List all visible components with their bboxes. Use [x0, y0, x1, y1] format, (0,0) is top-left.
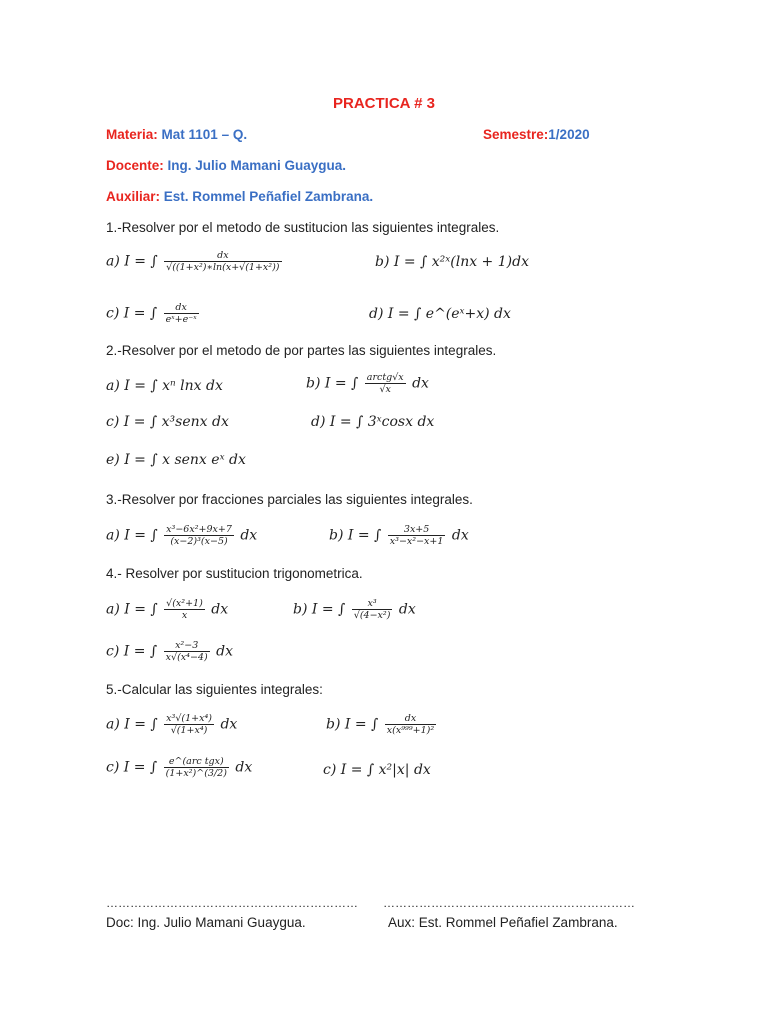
- docente-row: [106, 158, 346, 173]
- problem-4c-denominator: x√(x⁴−4): [165, 652, 208, 663]
- problem-4a-suffix: dx: [211, 601, 229, 618]
- problem-5a-suffix: dx: [220, 716, 238, 733]
- section-2-heading: 2.-Resolver por el metodo de por partes las siguientes integrales.: [106, 343, 497, 358]
- semestre-row: [483, 127, 590, 142]
- problem-3a: [106, 524, 257, 547]
- problem-4b-denominator: √(4−x²): [353, 610, 391, 621]
- problem-3b: [329, 524, 469, 547]
- problem-4c-suffix: dx: [216, 643, 233, 660]
- problem-5a-fraction: [164, 713, 214, 736]
- problem-4a: [106, 598, 228, 621]
- problem-2b-numerator: arctg√x: [366, 372, 404, 383]
- problem-5c: [106, 756, 252, 779]
- section-3-heading: 3.-Resolver por fracciones parciales las siguientes integrales.: [106, 492, 473, 507]
- problem-5b-prefix: b) I = ∫: [326, 716, 379, 733]
- problem-4b-fraction: [352, 598, 393, 621]
- problem-5b-numerator: dx: [404, 713, 417, 724]
- problem-5b: [326, 713, 438, 736]
- problem-3a-numerator: x³−6x²+9x+7: [166, 524, 232, 535]
- docente-value: Ing. Julio Mamani Guaygua.: [167, 158, 347, 173]
- problem-4b: [293, 598, 416, 621]
- signature-line-right: ………………………………………………………: [383, 896, 635, 910]
- section-5-heading: 5.-Calcular las siguientes integrales:: [106, 682, 323, 697]
- signature-line-left: ………………………………………………………: [106, 896, 358, 910]
- signature-aux: Aux: Est. Rommel Peñafiel Zambrana.: [388, 915, 618, 930]
- problem-2b: [306, 372, 429, 395]
- problem-4a-denominator: x: [164, 609, 205, 621]
- problem-1c-prefix: c) I = ∫: [106, 305, 158, 322]
- section-4-heading: 4.- Resolver por sustitucion trigonometrica.: [106, 566, 363, 581]
- problem-5c-suffix: dx: [235, 759, 253, 776]
- materia-value: Mat 1101 – Q.: [161, 127, 248, 142]
- problem-5a-prefix: a) I = ∫: [106, 716, 158, 733]
- problem-4b-suffix: dx: [398, 601, 416, 618]
- problem-3b-denominator: x³−x²−x+1: [389, 536, 444, 547]
- problem-3b-suffix: dx: [451, 527, 469, 544]
- materia-label: Materia:: [106, 127, 158, 142]
- problem-4c: [106, 640, 233, 663]
- problem-1a-fraction: [164, 250, 281, 273]
- problem-3b-fraction: [388, 524, 446, 547]
- problem-2b-fraction: [365, 372, 406, 395]
- problem-5d: c) I = ∫ x²|x| dx: [323, 762, 431, 778]
- semestre-label: Semestre:: [483, 127, 549, 142]
- problem-1c-fraction: [164, 302, 199, 325]
- problem-2d: d) I = ∫ 3ˣcosx dx: [311, 414, 435, 430]
- problem-2a: a) I = ∫ xⁿ lnx dx: [106, 378, 223, 394]
- section-1-heading: 1.-Resolver por el metodo de sustitucion las siguientes integrales.: [106, 220, 500, 235]
- problem-4a-fraction: [164, 598, 205, 621]
- problem-5c-prefix: c) I = ∫: [106, 759, 158, 776]
- problem-4c-fraction: [164, 640, 210, 663]
- problem-1a-prefix: a) I = ∫: [106, 253, 158, 270]
- problem-3a-denominator: (x−2)³(x−5): [164, 535, 234, 547]
- problem-1d: d) I = ∫ e^(eˣ+x) dx: [369, 306, 511, 322]
- problem-2b-prefix: b) I = ∫: [306, 375, 359, 392]
- problem-2e: e) I = ∫ x senx eˣ dx: [106, 452, 246, 468]
- problem-1c-numerator: dx: [175, 302, 187, 313]
- auxiliar-label: Auxiliar:: [106, 189, 161, 204]
- signature-doc: Doc: Ing. Julio Mamani Guaygua.: [106, 915, 306, 930]
- problem-1c-denominator: eˣ+e⁻ˣ: [165, 314, 197, 325]
- problem-5a-denominator: √(1+x⁴): [164, 724, 214, 736]
- auxiliar-row: [106, 189, 373, 204]
- problem-5c-fraction: [164, 756, 229, 779]
- problem-1a-numerator: dx: [217, 250, 229, 261]
- problem-1a: [106, 250, 284, 273]
- problem-4a-prefix: a) I = ∫: [106, 601, 158, 618]
- problem-5a-numerator: x³√(1+x⁴): [166, 713, 212, 724]
- problem-2b-suffix: dx: [412, 375, 429, 392]
- problem-4c-prefix: c) I = ∫: [106, 643, 158, 660]
- problem-4c-numerator: x²−3: [175, 640, 199, 651]
- problem-2c: c) I = ∫ x³senx dx: [106, 414, 229, 430]
- materia-row: [106, 127, 247, 142]
- semestre-value: 1/2020: [548, 127, 590, 142]
- problem-4b-prefix: b) I = ∫: [293, 601, 346, 618]
- problem-5b-fraction: [385, 713, 436, 736]
- page-title: PRACTICA # 3: [333, 95, 435, 112]
- docente-label: Docente:: [106, 158, 164, 173]
- problem-3a-fraction: [164, 524, 234, 547]
- problem-2b-denominator: √x: [365, 383, 406, 395]
- problem-5b-denominator: x(x⁹⁹⁹+1)²: [386, 725, 435, 736]
- problem-3a-suffix: dx: [240, 527, 258, 544]
- problem-3b-numerator: 3x+5: [403, 524, 430, 535]
- problem-1c: [106, 302, 201, 325]
- problem-3b-prefix: b) I = ∫: [329, 527, 382, 544]
- problem-1b: b) I = ∫ x²ˣ(lnx + 1)dx: [375, 254, 529, 270]
- problem-3a-prefix: a) I = ∫: [106, 527, 158, 544]
- problem-4b-numerator: x³: [367, 598, 377, 609]
- problem-1a-denominator: √((1+x²)∗ln(x+√(1+x²)): [166, 262, 280, 273]
- problem-5c-denominator: (1+x²)^(3/2): [165, 768, 227, 779]
- problem-4a-numerator: √(x²+1): [166, 598, 203, 609]
- auxiliar-value: Est. Rommel Peñafiel Zambrana.: [163, 189, 374, 204]
- problem-5c-numerator: e^(arc tgx): [168, 756, 224, 767]
- problem-5a: [106, 713, 237, 736]
